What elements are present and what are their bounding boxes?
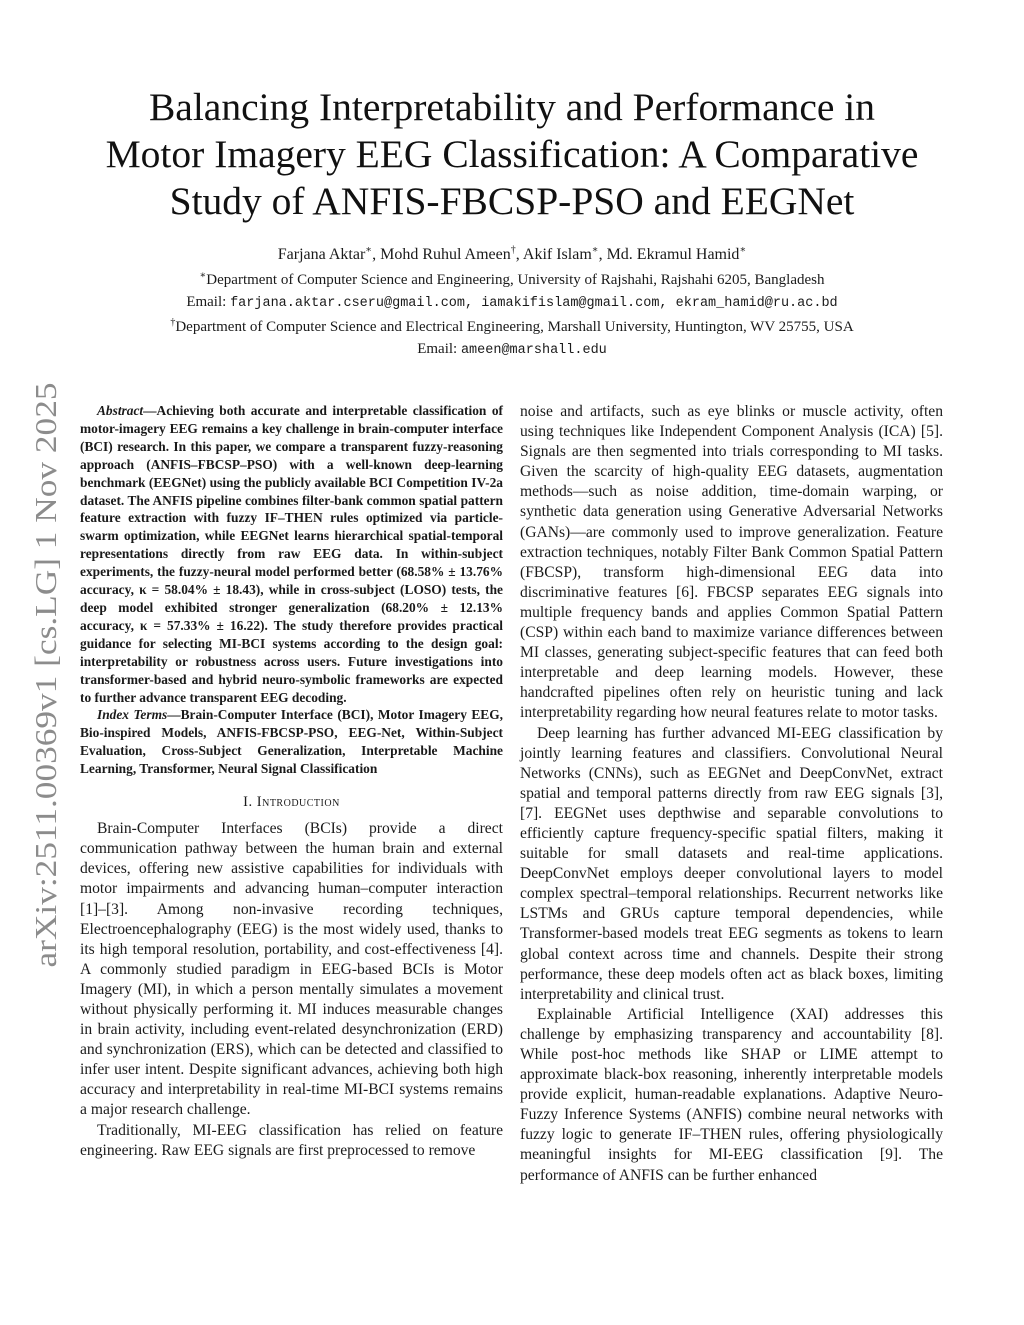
title-line-3: Study of ANFIS-FBCSP-PSO and EEGNet <box>169 179 855 223</box>
body-paragraph: Deep learning has further advanced MI-EEG classification by jointly learning features and classifiers. Convolutional Neural Networks (CNNs), such as EEGNet and DeepConvNet, extract spatial and temporal patterns directly from raw EEG signals [3], [7]. EEGNet uses depthwise and separable convolutions to efficiently capture frequency-specific spatial filters, making it suitable for small datasets and real-time applications. DeepConvNet employs deeper convolutional layers to model complex spectral–temporal relationships. Recurrent networks like LSTMs and GRUs capture temporal dependencies, while Transformer-based models treat EEG segments as tokens to learn global context across time and channels. Despite their strong performance, these deep models often act as black boxes, limiting interpretability and clinical trust. <box>520 724 943 1003</box>
affiliation-2 <box>60 316 964 339</box>
abstract <box>80 402 503 706</box>
body-paragraph: Explainable Artificial Intelligence (XAI) addresses this challenge by emphasizing transparency and accountability [8]. While post-hoc methods like SHAP or LIME attempt to approximate black-box reasoning, inherently interpretable models provide explicit, human-readable explanations. Adaptive Neuro-Fuzzy Inference Systems (ANFIS) combine neural networks with fuzzy logic to generate IF–THEN rules, offering physiologically meaningful insights for MI-EEG classification [9]. The performance of ANFIS can be further enhanced <box>520 1005 943 1184</box>
email-label: Email: <box>186 294 227 311</box>
author-list: Farjana Aktar∗, Mohd Ruhul Ameen†, Akif Islam∗, Md. Ekramul Hamid∗ <box>277 244 747 263</box>
author-name: Farjana Aktar <box>277 246 366 263</box>
affiliation-mark: ∗ <box>365 244 373 256</box>
body-paragraph: Traditionally, MI-EEG classification has relied on feature engineering. Raw EEG signals are first preprocessed to remove <box>80 1121 503 1159</box>
title-line-1: Balancing Interpretability and Performance in <box>148 85 876 129</box>
affiliation-mark: † <box>170 316 176 328</box>
affiliation-mark: ∗ <box>739 244 747 256</box>
affiliation-mark: ∗ <box>591 244 599 256</box>
arxiv-identifier-stamp <box>14 380 66 970</box>
author-name: Md. Ekramul Hamid <box>606 246 740 263</box>
section-heading-introduction <box>80 792 503 812</box>
section-number: I. <box>243 794 253 811</box>
affiliation-2-emails <box>60 338 964 363</box>
title-line-2: Motor Imagery EEG Classification: A Comparative <box>105 132 919 176</box>
email-addresses[interactable]: ameen@marshall.edu <box>460 343 607 359</box>
body-paragraph: noise and artifacts, such as eye blinks or muscle activity, often using techniques like Independent Component Analysis (ICA) [5]. Signals are then segmented into trials corresponding to MI tasks. Given the scarcity of high-quality EEG datasets, augmentation methods—such as noise addition, time-domain warping, or synthetic data generation using Generative Adversarial Networks (GANs)—are commonly used to improve generalization. Feature extraction techniques, notably Filter Bank Common Spatial Pattern (FBCSP), transform high-dimensional EEG data into discriminative features [6]. FBCSP separates EEG signals into multiple frequency bands and applies Common Spatial Pattern (CSP) within each band to maximize variance differences between MI classes, generating subject-specific features that can feed both interpretable and deep learning models. However, these handcrafted pipelines often rely on heuristic tuning and lack interpretability regarding how neural features relate to motor tasks. <box>520 403 943 722</box>
affiliation-1-emails <box>60 291 964 316</box>
arxiv-stamp-text: arXiv:2511.00369v1 [cs.LG] 1 Nov 2025 <box>28 453 63 968</box>
index-terms <box>80 706 503 778</box>
left-column <box>80 402 503 1161</box>
abstract-label: Abstract <box>97 403 144 418</box>
paper-title <box>60 84 964 225</box>
author-name: Mohd Ruhul Ameen <box>380 246 511 263</box>
author-block <box>60 244 964 363</box>
index-terms-label: Index Terms <box>97 707 168 723</box>
body-paragraph: Brain-Computer Interfaces (BCIs) provide a direct communication pathway between the human brain and external devices, offering new assistive capabilities for individuals with motor impairments and advancing human–computer interaction [1]–[3]. Among non-invasive recording techniques, Electroencephalography (EEG) is the most widely used, thanks to its high temporal resolution, portability, and cost-effectiveness [4]. A commonly studied paradigm in EEG-based BCIs is Motor Imagery (MI), in which a person mentally simulates a movement without physically performing it. MI induces measurable changes in brain activity, including event-related desynchronization (ERD) and synchronization (ERS), which can be detected and classified to infer user intent. Despite significant advances, achieving both high accuracy and interpretability in real-time MI-BCI systems remains a major research challenge. <box>80 820 503 1119</box>
section-title: Introduction <box>256 794 340 811</box>
affiliation-mark: † <box>510 244 516 256</box>
affiliation-mark: ∗ <box>199 269 207 281</box>
index-terms-text: —Brain-Computer Interface (BCI), Motor Imagery EEG, Bio-inspired Models, ANFIS-FBCSP-PSO, EEG-Net, Within-Subject Evaluation, Cross-Subject Generalization, Interpretable Machine Learning, Transformer, Neural Signal Classification <box>80 707 504 777</box>
email-addresses[interactable]: farjana.aktar.cseru@gmail.com, iamakifislam@gmail.com, ekram_hamid@ru.ac.bd <box>230 296 838 312</box>
abstract-text: —Achieving both accurate and interpretable classification of motor-imagery EEG remains a key challenge in brain-computer interface (BCI) research. In this paper, we compare a transparent fuzzy-reasoning approach (ANFIS–FBCSP–PSO) with a well-known deep-learning benchmark (EEGNet) using the publicly available BCI Competition IV-2a dataset. The ANFIS pipeline combines filter-bank common spatial pattern feature extraction with fuzzy IF–THEN rules optimized via particle-swarm optimization, while EEGNet learns hierarchical spatial-temporal representations directly from raw EEG data. In within-subject experiments, the fuzzy-neural model performed better (68.58% ± 13.76% accuracy, κ = 58.04% ± 18.43), while in cross-subject (LOSO) tests, the deep model exhibited stronger generalization (68.20% ± 12.13% accuracy, κ = 57.33% ± 16.22). The study therefore provides practical guidance for selecting MI-BCI systems according to the design goal: interpretability or robustness across users. Future investigations into transformer-based and hybrid neuro-symbolic frameworks are expected to further advance transparent EEG decoding. <box>80 403 503 705</box>
right-column <box>520 402 943 1186</box>
author-name: Akif Islam <box>522 246 592 263</box>
email-label: Email: <box>417 341 458 358</box>
affiliation-1 <box>60 269 964 292</box>
affiliation-1-text: Department of Computer Science and Engineering, University of Rajshahi, Rajshahi 6205, Bangladesh <box>206 271 825 288</box>
affiliation-2-text: Department of Computer Science and Electrical Engineering, Marshall University, Huntington, WV 25755, USA <box>175 318 854 335</box>
